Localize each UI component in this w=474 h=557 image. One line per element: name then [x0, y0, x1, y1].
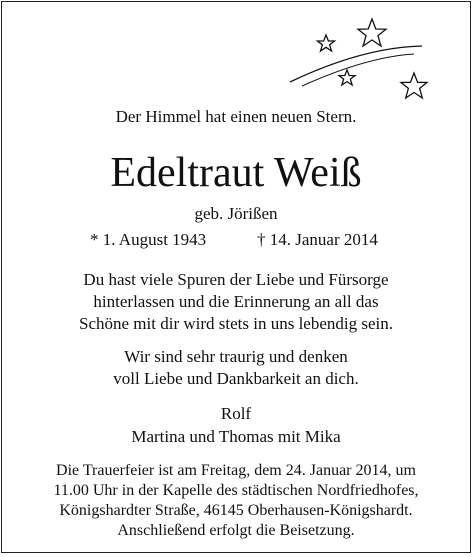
star-small-left-icon [318, 35, 335, 51]
verse-1-line-2: hinterlassen und die Erinnerung an all das [93, 292, 379, 311]
verse-2-line-1: Wir sind sehr traurig und denken [124, 347, 348, 366]
verse-2-line-2: voll Liebe und Dankbarkeit an dich. [113, 369, 359, 388]
funeral-info-line-2: 11.00 Uhr in der Kapelle des städtischen Nordfriedhofes, [53, 482, 419, 499]
deceased-name: Edeltraut Weiß [110, 150, 362, 196]
mourner-1: Rolf [220, 404, 252, 423]
star-small-middle-icon [339, 70, 355, 85]
verse-1-line-3: Schöne mit dir wird stets in uns lebendig sein. [79, 314, 393, 333]
death-date: † 14. Januar 2014 [257, 230, 378, 249]
funeral-info-line-3: Königshardter Straße, 46145 Oberhausen-Königshardt. [59, 502, 413, 519]
funeral-info-line-1: Die Trauerfeier ist am Freitag, dem 24. Januar 2014, um [56, 462, 416, 479]
birth-name: geb. Jörißen [194, 204, 278, 223]
birth-date: * 1. August 1943 [90, 230, 207, 249]
shooting-stars-icon [2, 2, 474, 112]
star-large-right-icon [401, 73, 427, 98]
motto: Der Himmel hat einen neuen Stern. [115, 107, 357, 126]
funeral-info-line-4: Anschließend erfolgt die Beisetzung. [117, 522, 355, 539]
star-large-top-icon [358, 19, 386, 46]
star-trail-arc [290, 46, 422, 82]
obituary-notice [1, 1, 471, 553]
mourner-2: Martina und Thomas mit Mika [131, 427, 341, 446]
verse-1-line-1: Du hast viele Spuren der Liebe und Fürsorge [83, 270, 389, 289]
